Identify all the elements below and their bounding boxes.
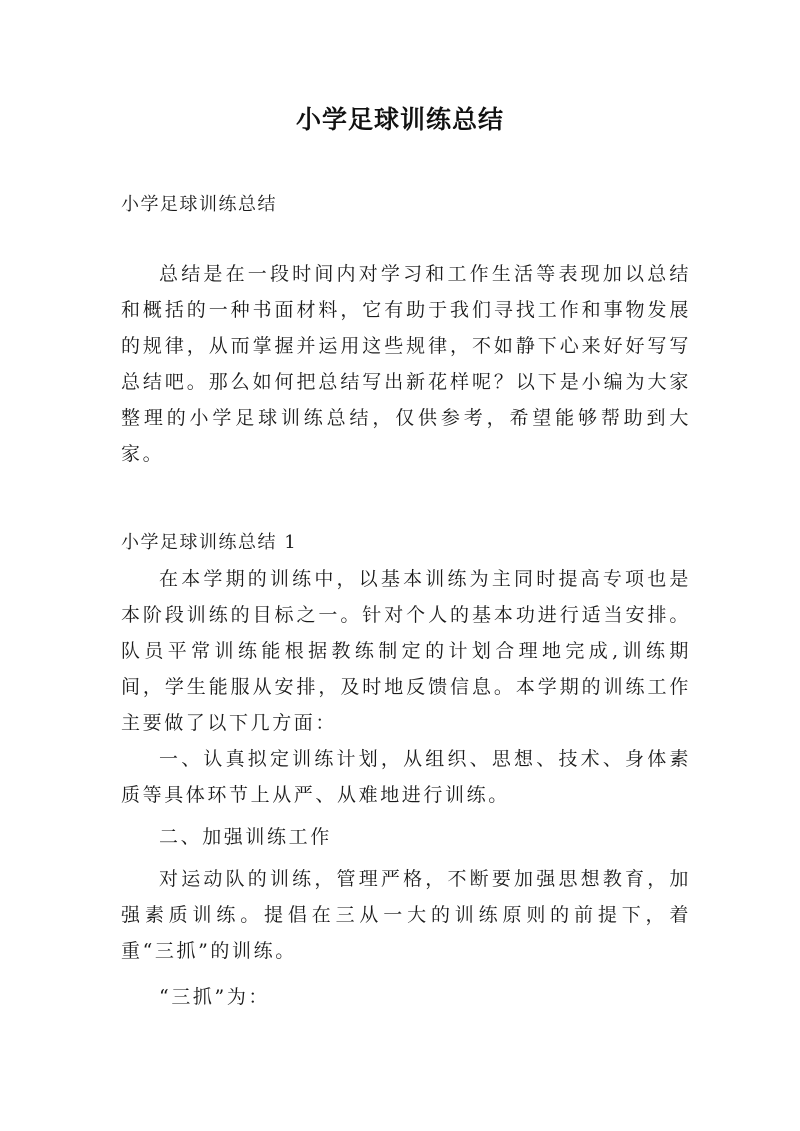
section1-paragraph-2: 对运动队的训练，管理严格，不断要加强思想教育，加强素质训练。提倡在三从一大的训练原则的前提下，着重“三抓”的训练。 (121, 868, 691, 962)
intro-text: 总结是在一段时间内对学习和工作生活等表现加以总结和概括的一种书面材料，它有助于我们寻找工作和事物发展的规律，从而掌握并运用这些规律，不如静下心来好好写写总结吧。那么如何把总结写出新花样呢？以下是小编为大家整理的小学足球训练总结，仅供参考，希望能够帮助到大家。 (121, 263, 691, 465)
intro-paragraph (121, 256, 691, 472)
section1-item-1: 一、认真拟定训练计划，从组织、思想、技术、身体素质等具体环节上从严、从难地进行训练。 (121, 748, 691, 806)
document-title: 小学足球训练总结 (295, 105, 504, 134)
section1-paragraph-1: 在本学期的训练中，以基本训练为主同时提高专项也是本阶段训练的目标之一。针对个人的基本功进行适当安排。队员平常训练能根据教练制定的计划合理地完成,训练期间，学生能服从安排，及时地反馈信息。本学期的训练工作主要做了以下几方面： (121, 568, 691, 734)
document-subtitle: 小学足球训练总结 (121, 194, 277, 215)
section1-item-2: 二、加强训练工作 (159, 826, 332, 848)
section1-body (121, 561, 691, 1015)
section1-paragraph-3: “三抓”为： (159, 986, 271, 1008)
section1-heading: 小学足球训练总结 1 (121, 532, 298, 553)
